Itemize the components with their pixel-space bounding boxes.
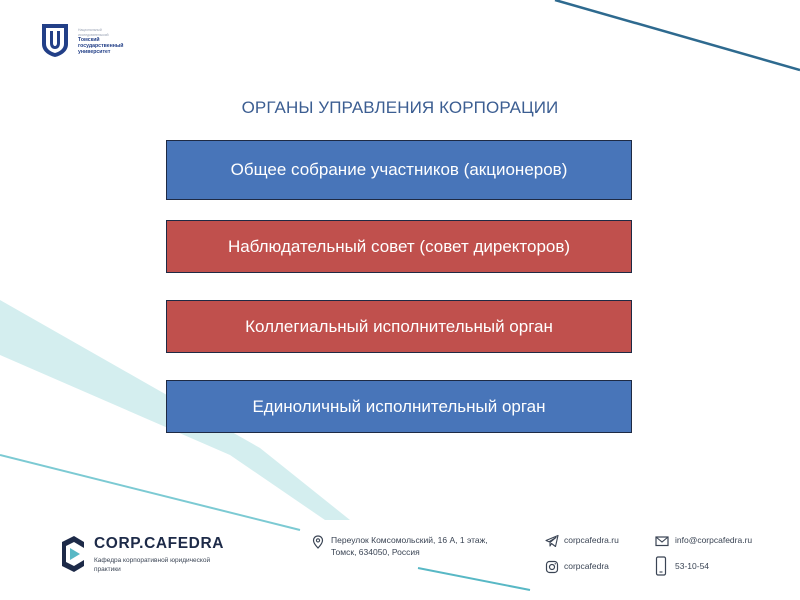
university-subtitle-1: Национальный	[78, 28, 102, 32]
university-text	[78, 28, 158, 56]
page-title: ОРГАНЫ УПРАВЛЕНИЯ КОРПОРАЦИИ	[241, 98, 559, 117]
box-sole-executive: Единоличный исполнительный орган	[166, 380, 632, 433]
teal-line-bottom	[418, 568, 530, 590]
university-logo	[40, 22, 150, 64]
mail-icon	[655, 534, 669, 548]
corp-cafedra-brand: CORP.CAFEDRA	[94, 535, 225, 552]
corp-cafedra-subtitle: Кафедра корпоративной юридической практики	[94, 557, 211, 573]
box-collegial-executive: Коллегиальный исполнительный орган	[166, 300, 632, 353]
location-pin-icon	[311, 535, 325, 549]
telegram-icon	[545, 534, 559, 548]
box-general-meeting: Общее собрание участников (акционеров)	[166, 140, 632, 200]
email-link[interactable]: info@corpcafedra.ru	[675, 535, 753, 545]
instagram-icon	[545, 560, 559, 574]
top-right-diagonal-line	[555, 0, 800, 70]
corp-cafedra-logo-icon	[60, 534, 86, 574]
university-shield-icon	[40, 22, 70, 58]
instagram-link[interactable]: corpcafedra	[564, 561, 609, 571]
box-supervisory-board: Наблюдательный совет (совет директоров)	[166, 220, 632, 273]
phone-icon	[655, 556, 667, 576]
university-name: Томский государственный университет	[78, 37, 124, 56]
university-subtitle-2: исследовательский	[78, 32, 109, 37]
address-line-1: Переулок Комсомольский, 16 А, 1 этаж,	[331, 535, 488, 545]
website-link[interactable]: corpcafedra.ru	[564, 535, 619, 545]
phone-number[interactable]: 53-10-54	[675, 561, 710, 571]
address-line-2: Томск, 634050, Россия	[331, 547, 420, 557]
